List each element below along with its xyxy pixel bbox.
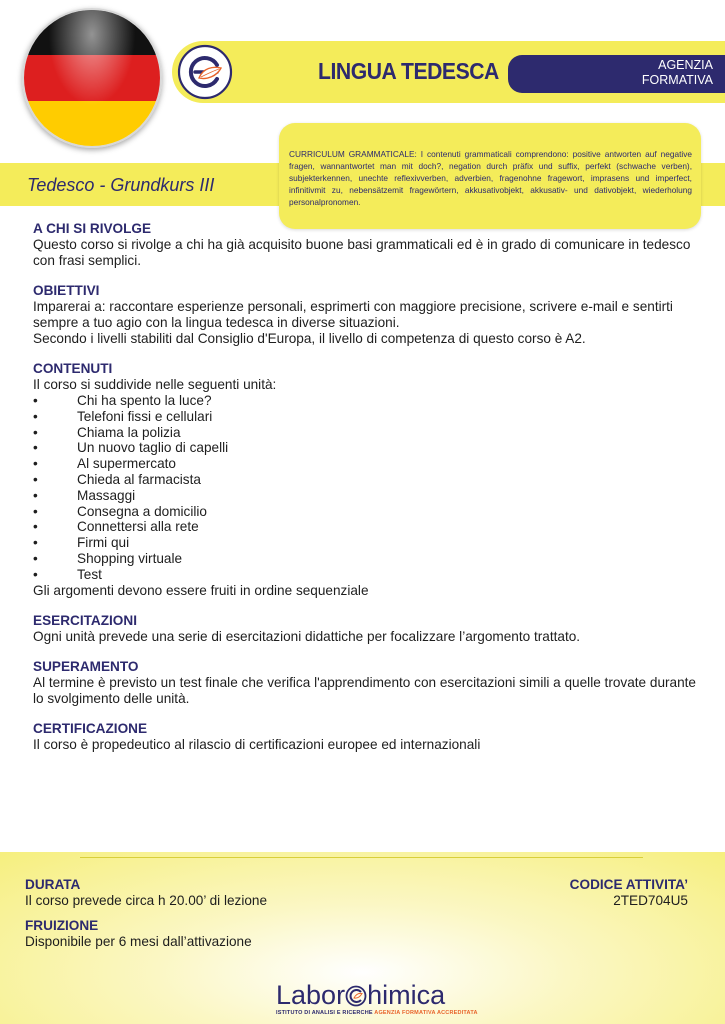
unit-label: Consegna a domicilio [77,503,207,519]
list-item [33,440,703,456]
activity-code-label: CODICE ATTIVITA’ [569,877,688,892]
list-item [33,393,703,409]
agency-label-line1: AGENZIA [658,58,713,72]
bullet: • [33,424,38,440]
list-item [33,504,703,520]
list-item [33,409,703,425]
logo-text-part2: himica [367,980,446,1010]
bullet: • [33,471,38,487]
list-item [33,425,703,441]
section-text: Il corso si suddivide nelle seguenti unità: [33,377,277,392]
fruition-text: Disponibile per 6 mesi dall’attivazione [25,934,252,949]
bullet: • [33,408,38,424]
section-text: Secondo i livelli stabiliti dal Consiglio d'Europa, il livello di competenza di questo corso è A2. [33,331,586,346]
section-heading: CERTIFICAZIONE [33,720,148,736]
unit-label: Chiama la polizia [77,424,181,440]
bullet: • [33,440,38,456]
list-item [33,519,703,535]
duration-text: Il corso prevede circa h 20.00’ di lezione [25,893,268,908]
bullet: • [33,550,38,566]
section-passing [33,659,703,707]
logo-text-part1: Labor [276,980,346,1010]
list-item [33,472,703,488]
unit-label: Connettersi alla rete [77,519,199,535]
section-text: Questo corso si rivolge a chi ha già acquisito buone basi grammaticali ed è in grado di comunicare in tedesco con frasi semplici. [33,237,691,268]
unit-label: Test [77,566,102,582]
course-title: Tedesco - Grundkurs III [27,175,215,195]
logo-subtitle [276,1010,478,1016]
list-item [33,456,703,472]
bullet: • [33,566,38,582]
curriculum-text: CURRICULUM GRAMMATICALE: I contenuti grammaticali comprendono: positive antworten auf negative fragen, wannantwortet man mit doch?, negation durch präfix und suffix, perfekt (schwache verben), subjekterkennen, unechte reflexivverben, adverbien, fragenohne fragewort, imprasens und imperfect, infinitivmit zu, nebensätzemit fragewörtern, akkusativobjekt, akkusativ- und dativobjekt, wiederholung personalpronomen. [289,149,692,207]
laborchimica-logo [276,981,445,1009]
page-title: LINGUA TEDESCA [318,58,499,84]
section-objectives [33,283,703,347]
unit-label: Firmi qui [77,535,130,551]
bullet: • [33,456,38,472]
list-item [33,551,703,567]
section-heading: OBIETTIVI [33,283,100,298]
duration-label: DURATA [25,877,81,892]
course-details [33,221,703,767]
unit-label: Chieda al farmacista [77,471,201,487]
unit-label: Shopping virtuale [77,550,183,566]
footer-divider [80,857,643,858]
unit-label: Telefoni fissi e cellulari [77,408,213,424]
units-list [33,393,703,583]
section-heading: ESERCITAZIONI [33,612,137,628]
bullet: • [33,535,38,551]
list-item [33,535,703,551]
unit-label: Chi ha spento la luce? [77,393,212,408]
section-text: Il corso è propedeutico al rilascio di certificazioni europee ed internazionali [33,736,481,752]
unit-label: Un nuovo taglio di capelli [77,440,229,456]
section-text: Imparerai a: raccontare esperienze personali, esprimerti con maggiore precisione, scrivere e-mail e sentirti sempre a tuo agio con la lingua tedesca in diverse situazioni. [33,299,673,330]
unit-label: Massaggi [77,487,136,503]
germany-flag-icon [22,8,162,148]
agency-label [642,58,713,88]
agency-logo-icon [177,44,233,100]
logo-subtitle-part2: AGENZIA FORMATIVA ACCREDITATA [374,1010,478,1016]
bullet: • [33,503,38,519]
section-certification [33,721,703,753]
section-heading: A CHI SI RIVOLGE [33,221,152,236]
activity-code-value: 2TED704U5 [613,893,688,908]
unit-label: Al supermercato [77,456,176,472]
fruition-label: FRUIZIONE [25,918,99,933]
logo-c-icon [345,984,367,1006]
logo-subtitle-part1: ISTITUTO DI ANALISI E RICERCHE [276,1010,375,1016]
list-item [33,488,703,504]
section-text: Al termine è previsto un test finale che verifica l'apprendimento con esercitazioni simili a quelle trovate durante lo svolgimento delle unità. [33,674,696,706]
agency-badge [508,55,725,93]
bullet: • [33,393,38,408]
list-item [33,567,703,583]
section-target [33,221,703,269]
section-text: Gli argomenti devono essere fruiti in ordine sequenziale [33,582,369,598]
agency-label-line2: FORMATIVA [641,73,713,87]
section-heading: CONTENUTI [33,361,113,376]
section-contents [33,361,703,599]
section-heading: SUPERAMENTO [33,658,139,674]
bullet: • [33,519,38,535]
section-exercises [33,613,703,645]
bullet: • [33,487,38,503]
section-text: Ogni unità prevede una serie di esercitazioni didattiche per focalizzare l’argomento trattato. [33,628,581,644]
